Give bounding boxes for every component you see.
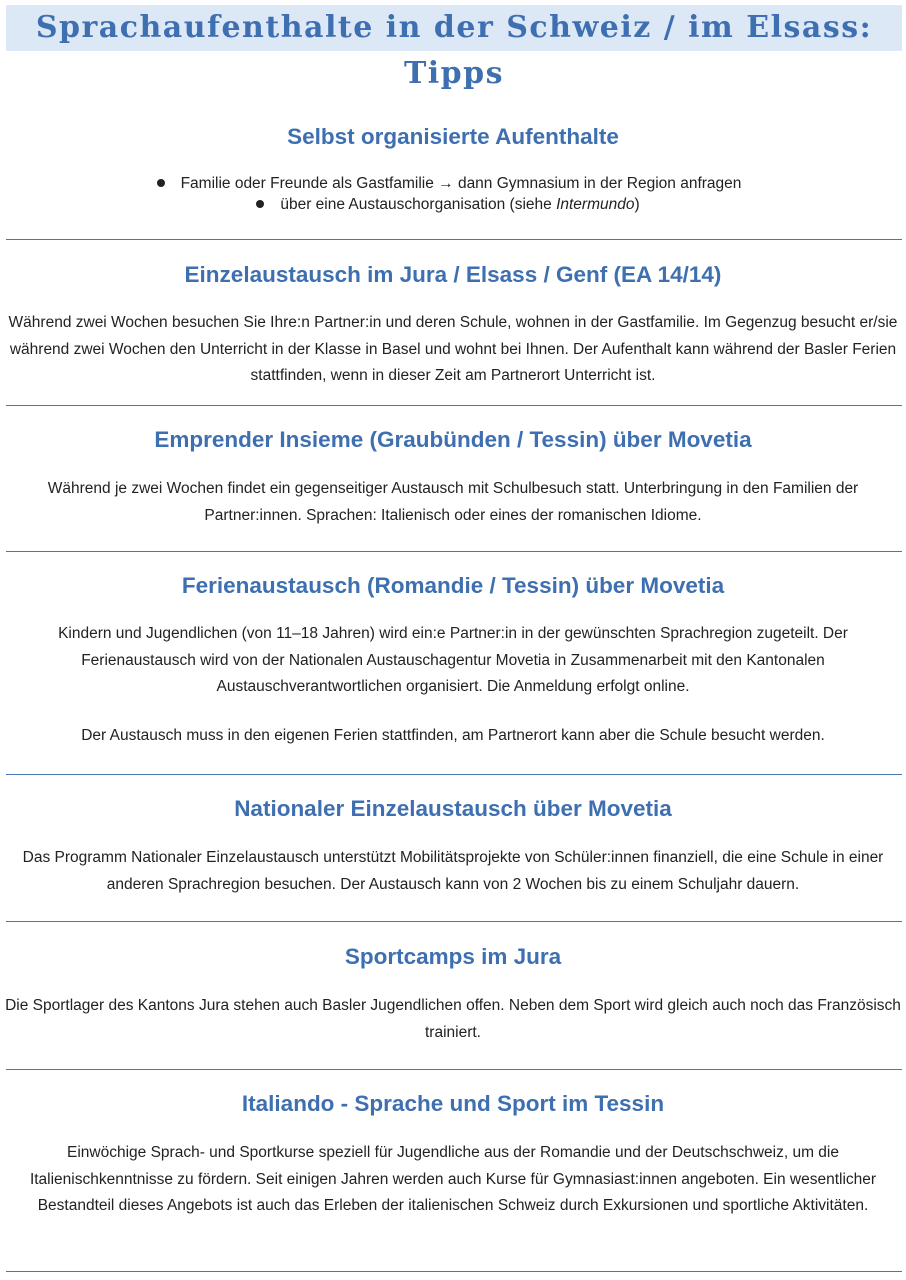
bullet-list xyxy=(0,173,906,215)
page-title: Sprachaufenthalte in der Schweiz / im Elsass: Tipps xyxy=(35,10,873,91)
section-paragraph: Der Austausch muss in den eigenen Ferien stattfinden, am Partnerort kann aber die Schule besucht werden. xyxy=(81,726,825,744)
section-heading: Einzelaustausch im Jura / Elsass / Genf (EA 14/14) xyxy=(184,262,722,287)
section-paragraph: Das Programm Nationaler Einzelaustausch unterstützt Mobilitätsprojekte von Schüler:innen finanziell, die eine Schule in einer anderen Sprachregion besuchen. Der Austausch kann von 2 Wochen bis zu einem Schuljahr dauern. xyxy=(22,849,884,893)
section-divider xyxy=(6,405,902,406)
bullet-text: Familie oder Freunde als Gastfamilie → dann Gymnasium in der Region anfragen xyxy=(180,175,742,192)
section-divider xyxy=(6,1271,902,1272)
section-sportcamps xyxy=(0,942,906,1046)
bullet-icon xyxy=(157,179,165,187)
section-divider xyxy=(6,551,902,552)
section-self-organized xyxy=(0,122,906,215)
section-heading: Italiando - Sprache und Sport im Tessin xyxy=(241,1091,665,1116)
section-paragraph: Während zwei Wochen besuchen Sie Ihre:n Partner:in und deren Schule, wohnen in der Gastfamilie. Im Gegenzug besucht er/sie während zwei Wochen den Unterricht in der Klasse in Basel und wohnt bei Ihnen. Der Aufenthalt kann während der Basler Ferien stattfinden, wenn in dieser Zeit am Partnerort Unterricht ist. xyxy=(8,314,898,384)
section-heading: Emprender Insieme (Graubünden / Tessin) über Movetia xyxy=(154,427,752,452)
section-heading: Nationaler Einzelaustausch über Movetia xyxy=(234,796,672,821)
section-divider xyxy=(6,239,902,240)
section-heading: Selbst organisierte Aufenthalte xyxy=(287,124,619,149)
list-item xyxy=(0,194,906,215)
section-ferienaustausch xyxy=(0,571,906,749)
section-einzelaustausch xyxy=(0,260,906,390)
section-paragraph: Die Sportlager des Kantons Jura stehen auch Basler Jugendlichen offen. Neben dem Sport wird gleich auch noch das Französisch trainiert. xyxy=(5,997,901,1041)
section-divider xyxy=(6,921,902,922)
section-divider xyxy=(6,774,902,775)
section-heading: Sportcamps im Jura xyxy=(344,944,562,969)
section-emprender-insieme xyxy=(0,425,906,529)
section-heading: Ferienaustausch (Romandie / Tessin) über Movetia xyxy=(181,573,725,598)
title-bar xyxy=(6,5,902,91)
section-paragraph: Kindern und Jugendlichen (von 11–18 Jahren) wird ein:e Partner:in in der gewünschten Sprachregion zugeteilt. Der Ferienaustausch wird von der Nationalen Austauschagentur Movetia in Zusammenarbeit mit den Kantonalen Austauschverantwortlichen organisiert. Die Anmeldung erfolgt online. xyxy=(58,625,848,695)
section-italiando xyxy=(0,1089,906,1220)
bullet-text: über eine Austauschorganisation (siehe xyxy=(280,196,557,213)
bullet-text-end: ) xyxy=(634,196,640,213)
bullet-icon xyxy=(256,200,264,208)
list-item xyxy=(0,173,906,194)
section-paragraph: Einwöchige Sprach- und Sportkurse speziell für Jugendliche aus der Romandie und der Deutschschweiz, um die Italienischkenntnisse zu fördern. Seit einigen Jahren werden auch Kurse für Gymnasiast:innen angeboten. Ein wesentlicher Bestandteil dieses Angebots ist auch das Erleben der italienischen Schweiz durch Exkursionen und sportliche Aktivitäten. xyxy=(29,1144,877,1214)
organisation-name: Intermundo xyxy=(556,196,635,213)
section-nationaler-einzelaustausch xyxy=(0,794,906,898)
section-paragraph: Während je zwei Wochen findet ein gegenseitiger Austausch mit Schulbesuch statt. Unterbringung in den Familien der Partner:innen. Sprachen: Italienisch oder eines der romanischen Idiome. xyxy=(47,480,859,524)
section-divider xyxy=(6,1069,902,1070)
